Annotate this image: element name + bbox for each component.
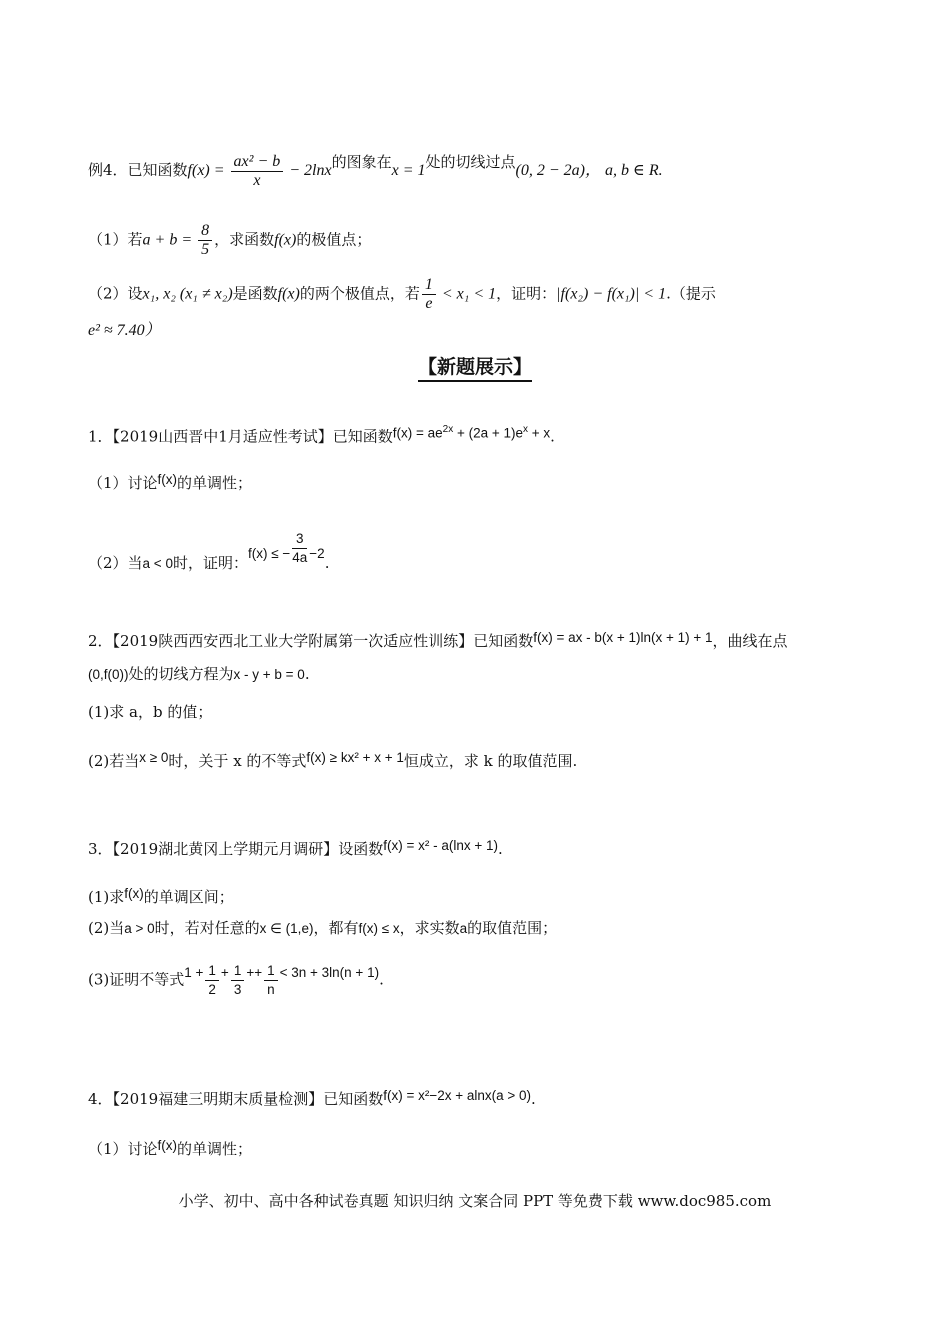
q3-part3: (3)证明不等式1 + $\frac{1}{2}$ + $\frac{1}{3}$ ++ $\frac{1}{n}$ < 3n + 3ln(n + 1).: [88, 963, 384, 997]
example4-p1-fraction: $\frac{8}{5}$: [198, 222, 212, 259]
example4-hint: e² ≈ 7.40）: [88, 322, 161, 339]
q3-part2: (2)当a > 0时，若对任意的x ∈ (1,e)，都有f(x) ≤ x，求实数a的取值范围；: [88, 919, 558, 937]
page-footer: 小学、初中、高中各种试卷真题 知识归纳 文案合同 PPT 等免费下载 www.doc985.com: [178, 1192, 772, 1210]
q1-part2: （2）当a < 0时，证明：f(x) ≤ − $\frac{3}{4a}$ −2.: [88, 531, 330, 572]
q1-function: $f(x) = ae^{2x} + (2a + 1)e^x + x$: [392, 424, 551, 441]
example4-p2-fraction: $\frac{1}{e}$: [422, 276, 436, 313]
example4-part2: （2）设x₁, x₂ (x₁ ≠ x₂)是函数f(x)的两个极值点，若 $\frac{1}{e}$ < x₁ < 1，证明：|f(x₂) − f(x₁)| < 1.（提示: [88, 276, 716, 312]
q4-line1: 4．【2019福建三明期末质量检测】已知函数f(x) = x²−2x + alnx(a > 0).: [88, 1088, 536, 1108]
example4-fraction: $\frac{\text{ax² − b}}{x}$: [231, 153, 284, 190]
example4-line1: 例4．已知函数f(x) = $\frac{\text{ax² − b}}{x}$ − 2lnx的图象在x = 1处的切线过点(0, 2 − 2a)， a, b ∈ R.: [88, 152, 663, 189]
q2-part2: (2)若当x ≥ 0时，关于 x 的不等式f(x) ≥ kx² + x + 1恒成立，求 k 的取值范围.: [88, 750, 578, 770]
q2-line2: (0,f(0))处的切线方程为x - y + b = 0.: [88, 665, 310, 683]
q1-part1: （1）讨论f(x)的单调性；: [88, 472, 253, 492]
q1-fraction: $\frac{3}{4a}$: [292, 531, 308, 565]
example4-part1: （1）若a + b = $\frac{8}{5}$ ，求函数f(x)的极值点；: [88, 222, 372, 258]
q3-fraction-2: $\frac{1}{3}$: [231, 962, 245, 999]
q2-line1: 2．【2019陕西西安西北工业大学附属第一次适应性训练】已知函数f(x) = ax - b(x + 1)ln(x + 1) + 1，曲线在点: [88, 630, 788, 650]
section-heading: 【新题展示】: [0, 352, 950, 379]
q3-part1: (1)求f(x)的单调区间；: [88, 886, 234, 906]
q4-part1: （1）讨论f(x)的单调性；: [88, 1138, 253, 1158]
q3-fraction-3: $\frac{1}{n}$: [264, 962, 278, 999]
q2-part1: (1)求 a，b 的值；: [88, 703, 213, 721]
q3-fraction-1: $\frac{1}{2}$: [205, 962, 219, 999]
q3-line1: 3．【2019湖北黄冈上学期元月调研】设函数f(x) = x² - a(lnx + 1).: [88, 838, 503, 858]
q1-line1: 1．【2019山西晋中1月适应性考试】已知函数$f(x) = ae^{2x} + (2a + 1)e^x + x$.: [88, 420, 880, 447]
